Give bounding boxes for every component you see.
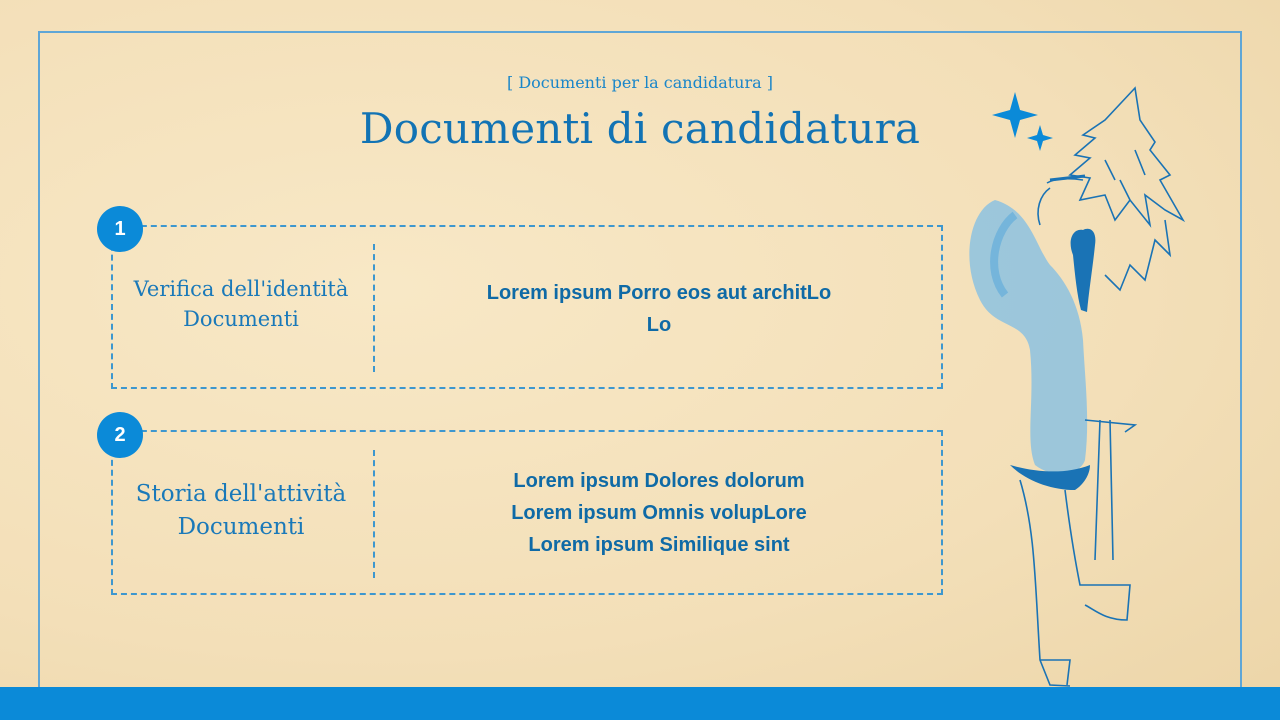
document-category-1 (115, 274, 367, 335)
detail-line: Lo (646, 314, 672, 336)
document-category-2 (115, 478, 367, 545)
category-label-line1: Verifica dell'identità (133, 277, 349, 301)
box-divider-1 (373, 244, 375, 372)
slide-subtitle: [ Documenti per la candidatura ] (506, 73, 773, 92)
step-number-2: 2 (97, 412, 143, 458)
person-illustration (969, 176, 1135, 686)
bottom-bar (0, 687, 1280, 720)
person-decorating-tree-illustration (955, 80, 1205, 700)
detail-line: Lorem ipsum Porro eos aut architLo (486, 282, 832, 304)
slide-title: Documenti di candidatura (359, 104, 921, 153)
category-label-line2: Documenti (177, 514, 305, 541)
detail-line: Lorem ipsum Similique sint (528, 534, 790, 556)
document-details-2 (378, 465, 940, 561)
sparkle-icon (992, 92, 1053, 151)
detail-line: Lorem ipsum Dolores dolorum (513, 470, 805, 492)
step-number-1: 1 (97, 206, 143, 252)
document-details-1 (378, 277, 940, 341)
category-label-line1: Storia dell'attività (135, 481, 347, 507)
box-divider-2 (373, 450, 375, 578)
detail-line: Lorem ipsum Omnis volupLore (511, 502, 807, 524)
category-label-line2: Documenti (183, 307, 299, 332)
